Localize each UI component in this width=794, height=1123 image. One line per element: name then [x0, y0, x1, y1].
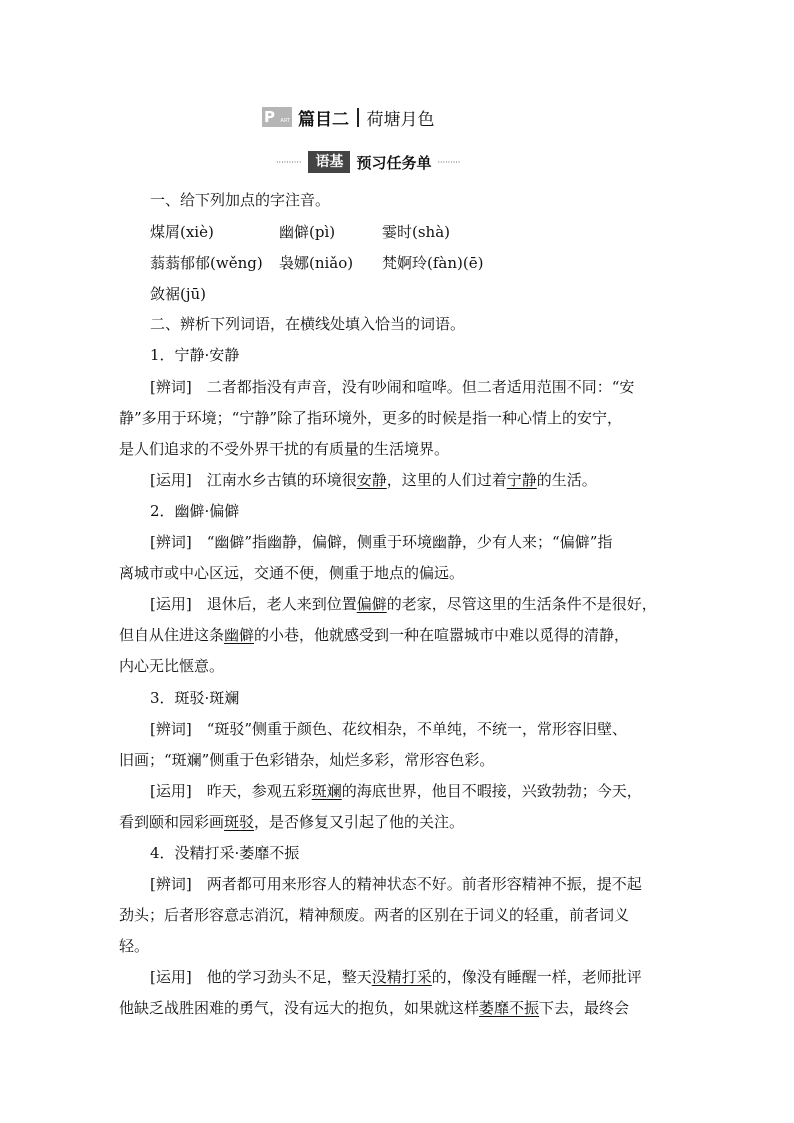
answer-blank: 没精打采: [371, 968, 432, 986]
item3-yunyong: 看到颐和园彩画斑驳，是否修复又引起了他的关注。: [119, 813, 465, 831]
answer-blank: 偏僻: [356, 595, 387, 613]
banner-tag: 语基: [308, 151, 350, 173]
banner-dots-right: ·········: [437, 157, 461, 167]
section-banner: [276, 150, 460, 174]
pinyin-item: 敛裾(jū): [150, 285, 207, 303]
item2-yunyong: [运用] 退休后，老人来到位置偏僻的老家，尽管这里的生活条件不是很好，: [150, 595, 657, 613]
answer-blank: 萎靡不振: [479, 999, 540, 1017]
answer-blank: 斑斓: [311, 782, 342, 800]
chapter-header: [262, 104, 435, 130]
item2-yunyong: 但自从住进这条幽僻的小巷，他就感受到一种在喧嚣城市中难以觅得的清静，: [119, 626, 630, 644]
item3-bianci: [辨词] “斑驳”侧重于颜色、花纹相杂，不单纯，不统一，常形容旧壁、: [150, 720, 628, 738]
answer-blank: 宁静: [506, 471, 537, 489]
item3-title: 3．斑驳·斑斓: [150, 689, 240, 707]
item2-yunyong: 内心无比惬意。: [119, 657, 225, 675]
item4-title: 4．没精打采·萎靡不振: [150, 844, 300, 862]
item3-yunyong: [运用] 昨天，参观五彩斑斓的海底世界，他目不暇接，兴致勃勃；今天，: [150, 782, 642, 800]
item2-bianci: [辨词] “幽僻”指幽静，偏僻，侧重于环境幽静，少有人来；“偏僻”指: [150, 533, 613, 551]
item4-yunyong: 他缺乏战胜困难的勇气，没有远大的抱负，如果就这样萎靡不振下去，最终会: [119, 999, 630, 1017]
item4-bianci: [辨词] 两者都可用来形容人的精神状态不好。前者形容精神不振，提不起: [150, 875, 642, 893]
part-logo-icon: P ART: [264, 108, 290, 126]
answer-blank: 斑驳: [224, 813, 255, 831]
item2-title: 2．幽僻·偏僻: [150, 502, 240, 520]
item4-yunyong: [运用] 他的学习劲头不足，整天没精打采的，像没有睡醒一样，老师批评: [150, 968, 642, 986]
section1-heading: 一、给下列加点的字注音。: [150, 191, 331, 209]
item1-bianci: [辨词] 二者都指没有声音，没有吵闹和喧哗。但二者适用范围不同：“安: [150, 378, 635, 396]
item1-title: 1．宁静·安静: [150, 346, 240, 364]
banner-dots-left: ··········: [276, 157, 302, 167]
chapter-label: 篇目二: [298, 109, 349, 130]
chapter-title: 荷塘月色: [366, 109, 435, 130]
answer-blank: 安静: [356, 471, 387, 489]
pinyin-item: 梵婀玲(fàn)(ē): [382, 254, 484, 272]
pinyin-item: 煤屑(xiè): [150, 223, 214, 241]
item1-bianci: 是人们追求的不受外界干扰的有质量的生活境界。: [119, 440, 450, 458]
item4-bianci: 劲头；后者形容意志消沉，精神颓废。两者的区别在于词义的轻重，前者词义: [119, 906, 630, 924]
section2-heading: 二、辨析下列词语，在横线处填入恰当的词语。: [150, 315, 466, 333]
item3-bianci: 旧画；“斑斓”侧重于色彩错杂，灿烂多彩，常形容色彩。: [119, 751, 495, 769]
pinyin-item: 霎时(shà): [382, 223, 451, 241]
item4-bianci: 轻。: [119, 937, 150, 955]
answer-blank: 幽僻: [224, 626, 255, 644]
item1-bianci: 静”多用于环境；“宁静”除了指环境外，更多的时候是指一种心情上的安宁，: [119, 409, 623, 427]
pinyin-item: 幽僻(pì): [279, 223, 336, 241]
item1-yunyong: [运用] 江南水乡古镇的环境很安静，这里的人们过着宁静的生活。: [150, 471, 597, 489]
header-divider: [357, 108, 359, 127]
banner-title: 预习任务单: [356, 153, 432, 172]
pinyin-item: 蓊蓊郁郁(wěng): [150, 254, 263, 272]
pinyin-item: 袅娜(niǎo): [279, 254, 354, 272]
item2-bianci: 离城市或中心区远，交通不便，侧重于地点的偏远。: [119, 564, 465, 582]
